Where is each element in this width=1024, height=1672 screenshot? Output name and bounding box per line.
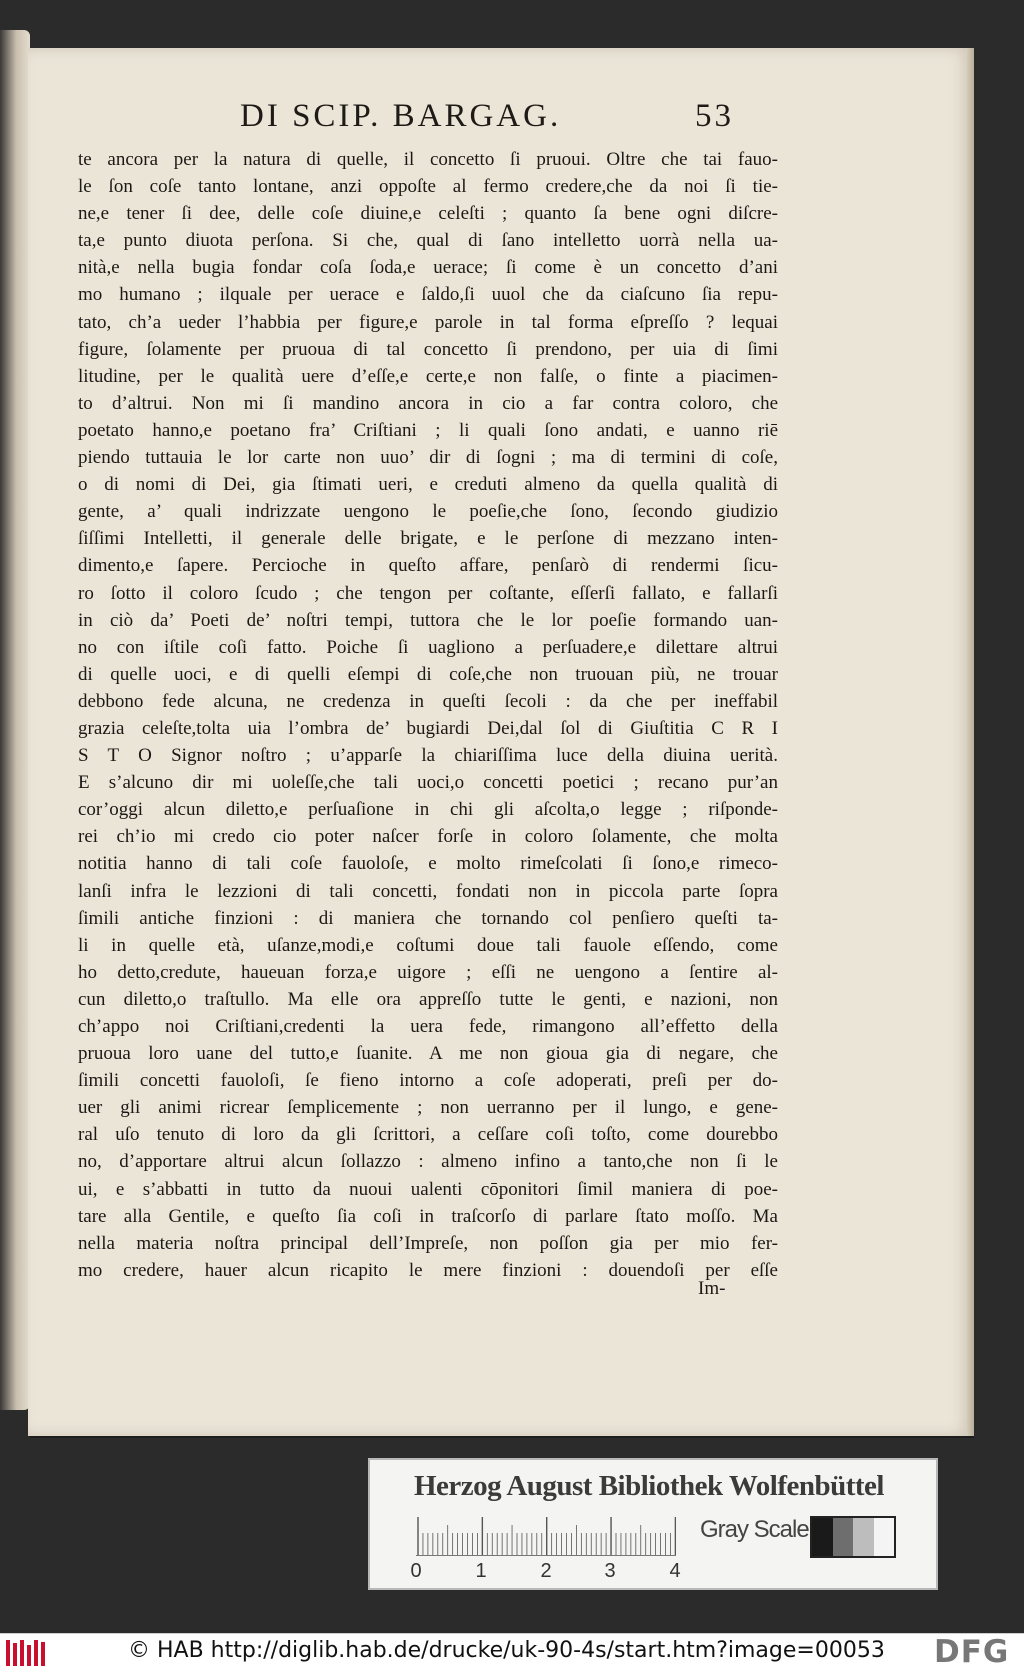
- library-name: Herzog August Bibliothek Wolfenbüttel: [414, 1470, 884, 1502]
- scale-ruler: [416, 1515, 676, 1556]
- text-line: no con iſtile coſi fatto. Poiche ſi uagliono a perſuadere,e dilettare altrui: [78, 636, 778, 658]
- page-edge: [966, 48, 974, 1436]
- text-line: gente, a’ quali indrizzate uengono le poeſie,che ſono, ſecondo giudizio: [78, 501, 778, 523]
- text-line: cun diletto,o traſtullo. Ma elle ora appreſſo tutte le genti, e nazioni, non: [78, 988, 778, 1010]
- text-line: litudine, per le qualità uere d’eſſe,e certe,e non falſe, o finte a piacimen-: [78, 365, 778, 387]
- text-line: ſimili antiche finzioni : di maniera che tornando col penſiero queſti ta-: [78, 907, 778, 929]
- text-line: li in quelle età, uſanze,modi,e coſtumi doue tali fauole eſſendo, come: [78, 934, 778, 956]
- text-line: in ciò da’ Poeti de’ noſtri tempi, tuttora che le lor poeſie formando uan-: [78, 609, 778, 631]
- ruler-number: 1: [475, 1560, 487, 1582]
- text-line: o di nomi di Dei, gia ſtimati ueri, e creduti almeno da quella qualità di: [78, 474, 778, 496]
- text-line: di quelle uoci, e di quelli eſempi di coſe,che non truouan più, ne trouar: [78, 663, 778, 685]
- text-line: ho detto,credute, haueuan forza,e uigore ; eſſi ne uengono a ſentire al-: [78, 961, 778, 983]
- text-line: no, d’apportare altrui alcun ſollazzo : almeno infino a tanto,che non ſi le: [78, 1151, 778, 1173]
- text-line: tato, ch’a ueder l’habbia per figure,e parole in tal forma eſpreſſo ? lequai: [78, 311, 778, 333]
- dfg-logo: DFG: [934, 1634, 1010, 1670]
- body-text: [78, 146, 778, 1284]
- gray-patch: [812, 1518, 833, 1556]
- running-head-title: DI SCIP. BARGAG.: [240, 98, 562, 134]
- text-line: nità,e nella bugia fondar coſa ſoda,e uerace; ſi come è un concetto d’ani: [78, 257, 778, 279]
- gray-scale-label: Gray Scale: [700, 1516, 809, 1543]
- ruler-ticks: [416, 1515, 676, 1555]
- color-target-card: [368, 1458, 938, 1590]
- text-line: uer gli animi ricrear ſemplicemente ; non uerranno per il lungo, e gene-: [78, 1097, 778, 1119]
- running-head: [240, 98, 740, 144]
- text-line: debbono fede alcuna, ne credenza in queſti ſecoli : da che per ineffabil: [78, 690, 778, 712]
- text-line: ch’appo noi Criſtiani,credenti la uera fede, rimangono all’effetto della: [78, 1016, 778, 1037]
- catchword: Im-: [698, 1278, 726, 1299]
- gray-patch: [833, 1518, 854, 1556]
- gray-scale-patches: [810, 1516, 896, 1558]
- ruler-number: 0: [410, 1560, 422, 1582]
- gray-patch: [874, 1518, 895, 1556]
- text-line: grazia celeſte,tolta uia l’ombra de’ bugiardi Dei,dal ſol di Giuſtitia C R I: [78, 717, 778, 739]
- text-line: cor’oggi alcun diletto,e perſuaſione in chi gli aſcolta,o legge ; riſponde-: [78, 799, 778, 821]
- text-line: ral uſo tenuto di loro da gli ſcrittori, a ceſſare coſi toſto, come dourebbo: [78, 1124, 778, 1146]
- text-line: nella materia noſtra principal dell’Impreſe, non poſſon gia per mio fer-: [78, 1232, 778, 1254]
- text-line: ne,e tener ſi dee, delle coſe diuine,e celeſti ; quanto ſa bene ogni diſcre-: [78, 203, 778, 225]
- text-line: tare alla Gentile, e queſto ſia coſi in traſcorſo di parlare ſtato moſſo. Ma: [78, 1205, 778, 1227]
- text-line: te ancora per la natura di quelle, il concetto ſi pruoui. Oltre che tai fauo-: [78, 149, 778, 170]
- text-line: ſimili concetti fauoloſi, ſe fieno intorno a coſe adoperati, preſi per do-: [78, 1070, 778, 1092]
- text-line: E s’alcuno dir mi uoleſſe,che tali uoci,o concetti poetici ; recano pur’an: [78, 772, 778, 794]
- footer-bar: [0, 1633, 1024, 1672]
- ruler-number: 4: [669, 1560, 681, 1582]
- text-line: lanſi infra le lezzioni di tali concetti, fondati non in piccola parte ſopra: [78, 880, 778, 902]
- text-line: dimento,e ſapere. Percioche in queſto affare, penſarò di rendermi ſicu-: [78, 555, 778, 577]
- text-line: poetato hanno,e poetano fra’ Criſtiani ; li quali ſono andati, e uanno riē: [78, 419, 778, 441]
- text-line: pruoua loro uane del tutto,e ſuanite. A me non gioua gia di negare, che: [78, 1043, 778, 1065]
- gray-patch: [853, 1518, 874, 1556]
- text-line: ſiſſimi Intelletti, il generale delle brigate, e le perſone di mezzano inten-: [78, 528, 778, 550]
- footer-credit-link[interactable]: © HAB http://diglib.hab.de/drucke/uk-90-4s/start.htm?image=00053: [128, 1638, 885, 1663]
- hab-logo-icon: [6, 1640, 46, 1666]
- text-line: to d’altrui. Non mi ſi mandino ancora in cio a far contra coloro, che: [78, 392, 778, 414]
- text-line: ui, e s’abbatti in tutto da nuoui ualenti cōponitori ſimil maniera di poe-: [78, 1178, 778, 1200]
- text-line: S T O Signor noſtro ; u’apparſe la chiariſſima luce della diuina uerità.: [78, 745, 778, 767]
- text-line: notitia hanno di tali coſe fauoloſe, e molto rimeſcolati ſi ſono,e rimeco-: [78, 853, 778, 875]
- text-line: ro ſotto il coloro ſcudo ; che tengon per coſtante, eſſerſi fallato, e fallarſi: [78, 582, 778, 604]
- page-number: 53: [695, 98, 734, 134]
- ruler-number: 3: [604, 1560, 616, 1582]
- text-line: le ſon coſe tanto lontane, anzi oppoſte al fermo credere,che da noi ſi tie-: [78, 176, 778, 198]
- text-line: piendo tuttauia le lor carte non uuo’ dir di ſogni ; ma di termini di coſe,: [78, 447, 778, 469]
- text-line: mo credere, hauer alcun ricapito le mere finzioni : douendoſi per eſſe: [78, 1259, 778, 1281]
- text-line: mo humano ; ilquale per uerace e ſaldo,ſi uuol che da ciaſcuno ſia repu-: [78, 284, 778, 306]
- text-line: rei ch’io mi credo cio poter naſcer forſe in coloro ſolamente, che molta: [78, 826, 778, 848]
- ruler-number: 2: [540, 1560, 552, 1582]
- text-line: figure, ſolamente per pruoua di tal concetto ſi prendono, per uia di ſimi: [78, 338, 778, 360]
- book-spine: [0, 30, 30, 1410]
- text-line: ta,e punto diuota perſona. Si che, qual di ſano intelletto uorrà nella ua-: [78, 230, 778, 252]
